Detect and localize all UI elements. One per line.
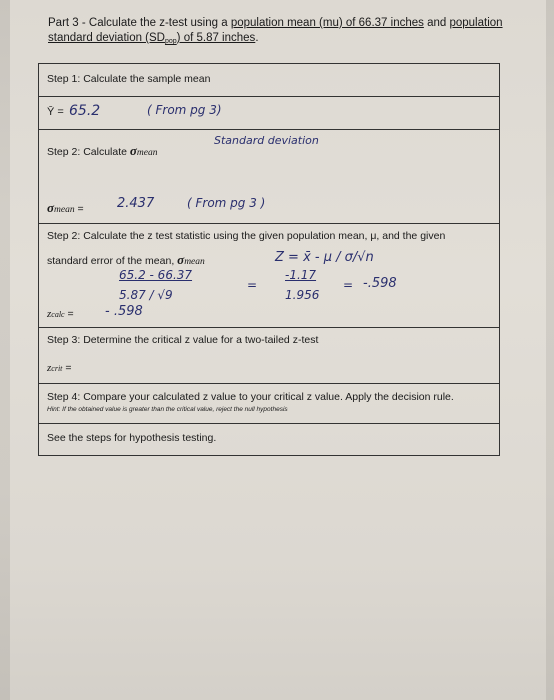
- step2b-label-line1: Step 2: Calculate the z test statistic using the given population mean, μ, and the given: [47, 230, 446, 242]
- step2b-label-line2: [47, 252, 205, 268]
- step1-handwritten-value: 65.2: [69, 103, 101, 119]
- step2a-label-text: Step 2: Calculate: [47, 146, 127, 158]
- title-text: Part 3 - Calculate the z-test using a: [48, 17, 231, 29]
- step4-label: Step 4: Compare your calculated z value to your critical z value. Apply the decision rule.: [47, 391, 454, 403]
- step2-ztest-cell: [38, 224, 500, 328]
- step1-label: Step 1: Calculate the sample mean: [47, 73, 211, 85]
- step3-cell: [38, 328, 500, 384]
- zcrit-eq: =: [65, 362, 72, 374]
- title-population-mean: population mean (mu) of 66.37 inches: [230, 17, 424, 29]
- z-frac2-denominator: 1.956: [285, 288, 320, 302]
- step4-hint: Hint: If the obtained value is greater than the critical value, reject the null hypothesis: [47, 406, 288, 413]
- footer-note: See the steps for hypothesis testing.: [47, 432, 217, 444]
- title-population-sd-b: standard deviation (SD: [48, 32, 165, 44]
- z-eq-1: =: [247, 278, 258, 292]
- z-numerator: 65.2 - 66.37: [119, 268, 193, 282]
- step2a-label: [47, 143, 157, 159]
- sigma-symbol: σ: [129, 143, 137, 158]
- z-denominator: 5.87 / √9: [119, 288, 173, 302]
- step1-handwritten-source: ( From pg 3): [147, 103, 222, 117]
- step4-cell: [38, 384, 500, 424]
- step2a-result: [47, 200, 84, 216]
- z-result-working: -.598: [363, 276, 397, 291]
- zcrit-label: [47, 362, 71, 374]
- zcalc-eq: =: [67, 308, 74, 320]
- sigma-result-eq: =: [77, 203, 84, 215]
- step2-sigma-mean-cell: [38, 130, 500, 224]
- sigma-result-subscript: mean: [54, 205, 75, 215]
- sigma-subscript: mean: [136, 148, 158, 158]
- title-population-sd-a: population: [449, 17, 503, 29]
- zcalc-subscript: calc: [51, 310, 65, 319]
- sigma-result-symbol: σ: [47, 200, 55, 215]
- footer-cell: [38, 424, 500, 456]
- z-eq-2: =: [343, 278, 354, 292]
- step1-label-cell: [38, 63, 500, 97]
- zcrit-symbol: z: [47, 362, 52, 374]
- ybar-symbol: Ȳ =: [47, 106, 64, 118]
- step2a-handwritten-value: 2.437: [117, 196, 155, 211]
- step3-label: Step 3: Determine the critical z value for a two-tailed z-test: [47, 334, 319, 346]
- title-and: and: [423, 17, 450, 29]
- zcalc-symbol: z: [47, 308, 52, 320]
- zcrit-subscript: crit: [51, 364, 63, 373]
- page-title: [48, 16, 518, 49]
- sigma-subscript-2: mean: [184, 257, 205, 267]
- step2a-handwritten-note: Standard deviation: [214, 134, 319, 147]
- title-sd-subscript: pop: [164, 38, 177, 45]
- title-period: .: [255, 32, 259, 44]
- z-frac2-numerator: -1.17: [285, 268, 317, 282]
- zcalc-handwritten-value: - .598: [105, 304, 143, 319]
- zcalc-label: [47, 308, 74, 320]
- step2b-label-line2-text: standard error of the mean,: [47, 255, 175, 267]
- z-formula: Z = x̄ - μ / σ/√n: [275, 250, 374, 265]
- step1-answer-cell: [38, 97, 500, 130]
- title-population-sd-c: ) of 5.87 inches: [176, 32, 256, 44]
- step2a-handwritten-source: ( From pg 3 ): [187, 196, 266, 210]
- sigma-symbol-2: σ: [177, 252, 185, 267]
